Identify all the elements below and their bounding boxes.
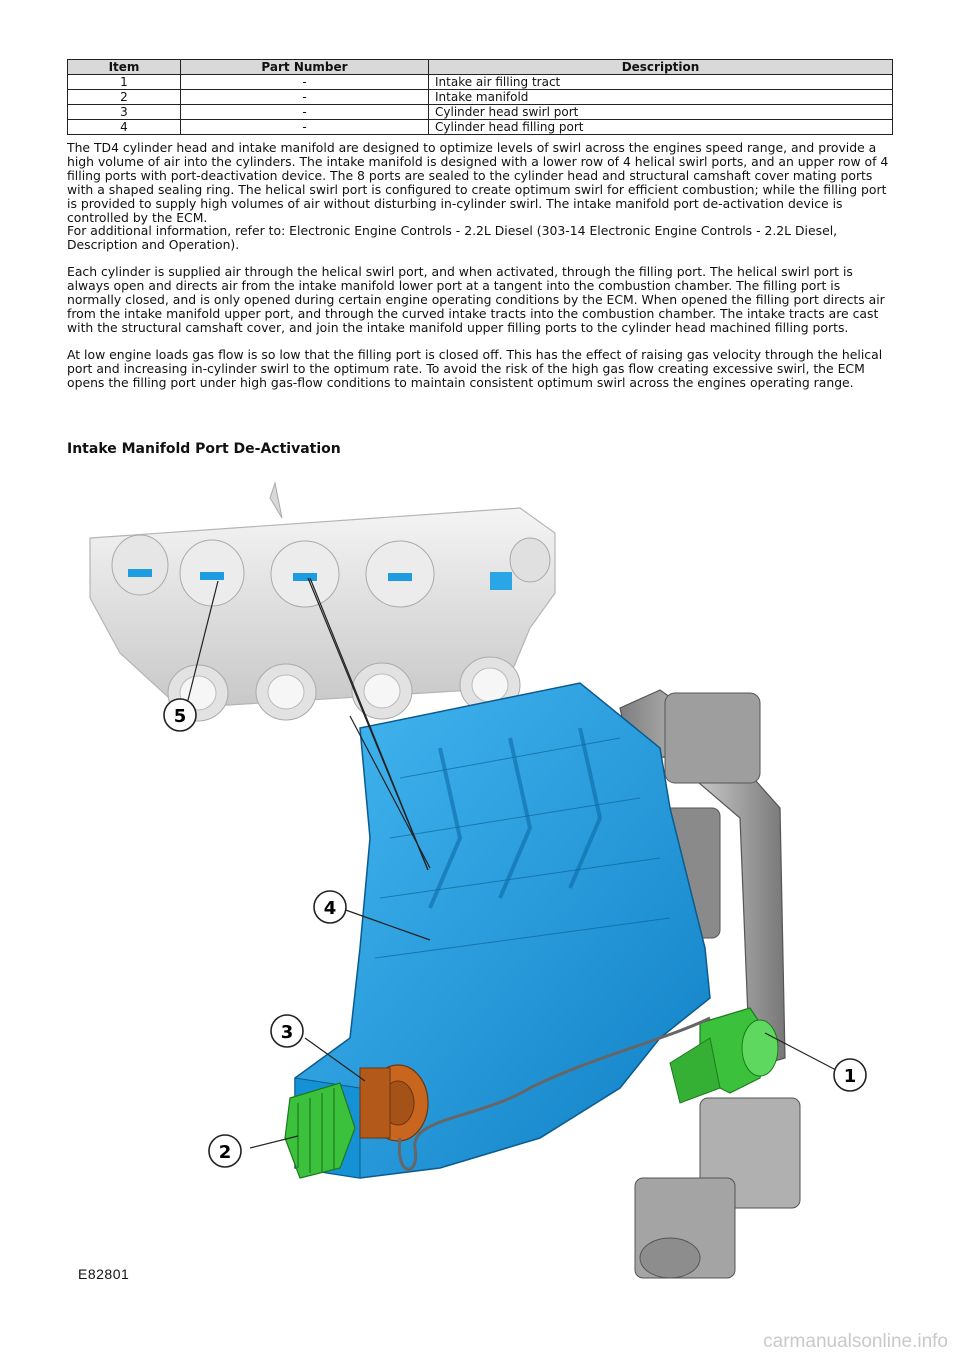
callout-4 xyxy=(314,891,346,923)
svg-text:2: 2 xyxy=(218,1142,232,1163)
svg-text:4: 4 xyxy=(323,898,337,919)
table-header-row xyxy=(68,60,893,75)
parts-table xyxy=(67,59,893,135)
paragraph-low-load: At low engine loads gas flow is so low that the filling port is closed off. This has the effect of raising gas velocity through the helical port and increasing in-cylinder swirl to the optimum rate. To avoid the risk of the high gas flow creating excessive swirl, the ECM opens the filling port under high gas-flow conditions to maintain consistent optimum swirl across the engines operating range. xyxy=(67,346,883,390)
table-row xyxy=(68,120,893,135)
row-description: Cylinder head swirl port xyxy=(429,105,893,120)
row-description: Cylinder head filling port xyxy=(429,120,893,135)
row-description: Intake air filling tract xyxy=(429,75,893,90)
manifold-illustration xyxy=(60,478,900,1288)
callout-2 xyxy=(209,1135,241,1167)
svg-text:3: 3 xyxy=(280,1022,294,1043)
callouts-layer xyxy=(60,478,900,1288)
header-description: Description xyxy=(429,60,893,75)
table-row xyxy=(68,75,893,90)
header-part-number: Part Number xyxy=(181,60,429,75)
paragraph-supply: Each cylinder is supplied air through the helical swirl port, and when activated, through the filling port. The helical swirl port is always open and directs air from the intake manifold lower port at a tangent into the combustion chamber. The filling port is normally closed, and is only opened during certain engine operating conditions by the ECM. When opened the filling port directs air from the intake manifold upper port, and through the curved intake tracts into the combustion chamber. The intake tracts are cast with the structural camshaft cover, and join the intake manifold upper filling ports to the cylinder head machined filling ports. xyxy=(67,264,885,335)
header-item: Item xyxy=(68,60,181,75)
row-description: Intake manifold xyxy=(429,90,893,105)
row-item: 2 xyxy=(68,90,181,105)
table-row xyxy=(68,90,893,105)
table-row xyxy=(68,105,893,120)
row-item: 3 xyxy=(68,105,181,120)
body-text xyxy=(67,141,897,403)
callout-1 xyxy=(834,1059,866,1091)
svg-text:5: 5 xyxy=(173,706,187,727)
callout-3 xyxy=(271,1015,303,1047)
row-part-number: - xyxy=(181,90,429,105)
section-title: Intake Manifold Port De-Activation xyxy=(67,441,341,457)
row-part-number: - xyxy=(181,105,429,120)
figure-id: E82801 xyxy=(78,1266,130,1282)
row-item: 4 xyxy=(68,120,181,135)
paragraph-overview: The TD4 cylinder head and intake manifold are designed to optimize levels of swirl across the engines speed range, and provide a high volume of air into the cylinders. The intake manifold is designed with a lower row of 4 helical swirl ports, and an upper row of 4 filling ports with port-deactivation device. The 8 ports are sealed to the cylinder head and structural camshaft cover mating ports with a shaped sealing ring. The helical swirl port is configured to create optimum swirl for efficient combustion; while the filling port is provided to supply high volumes of air without disturbing in-cylinder swirl. The intake manifold port de-activation device is controlled by the ECM. xyxy=(67,140,889,225)
paragraph-reference: For additional information, refer to: Electronic Engine Controls - 2.2L Diesel (303-14 Electronic Engine Controls - 2.2L Diesel, Description and Operation). xyxy=(67,223,838,253)
svg-text:1: 1 xyxy=(843,1066,857,1087)
callout-5 xyxy=(164,699,196,731)
row-part-number: - xyxy=(181,75,429,90)
row-item: 1 xyxy=(68,75,181,90)
watermark: carmanualsonline.info xyxy=(763,1331,948,1352)
row-part-number: - xyxy=(181,120,429,135)
